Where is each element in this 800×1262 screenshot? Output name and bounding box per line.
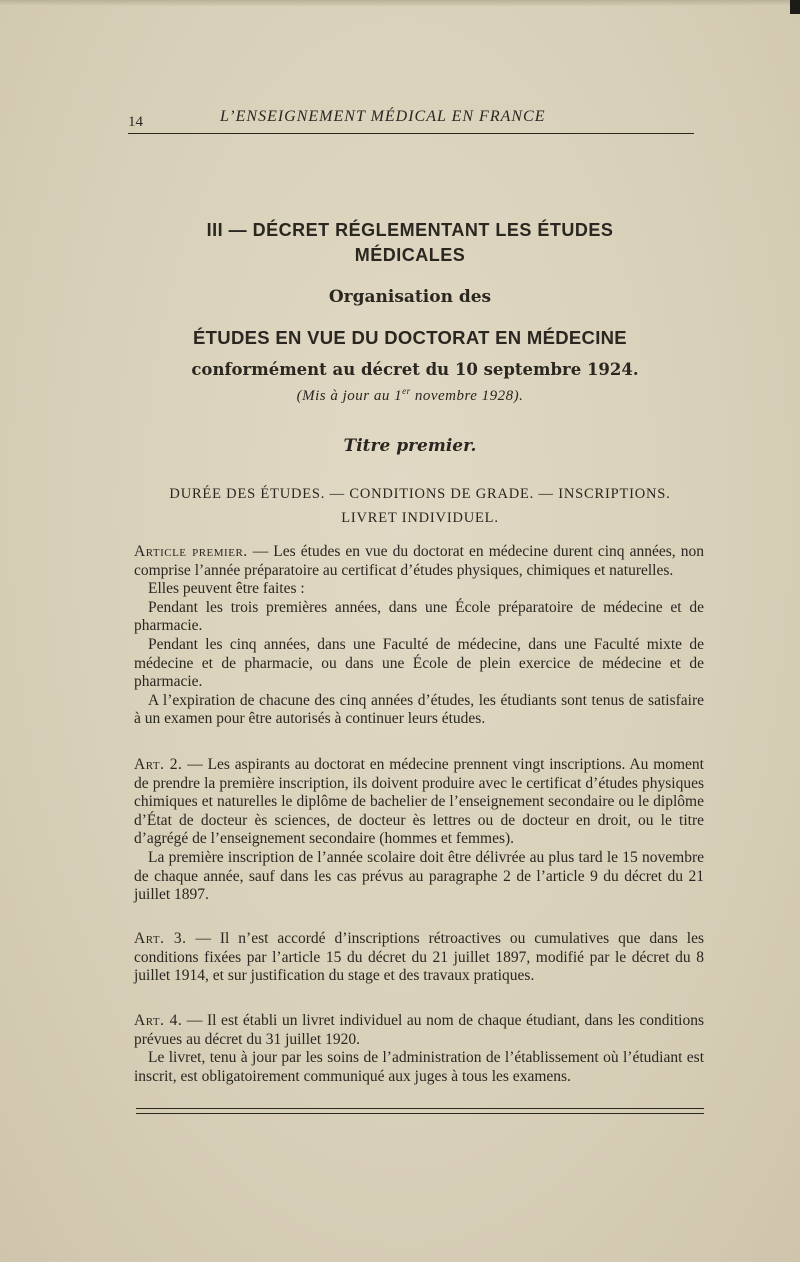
article-3-text: — Il n’est accordé d’inscriptions rétroactives ou cumulatives que dans les conditions fixées par l’article 15 du décret du 21 juillet 1897, modifié par le décret du 8 juillet 1914, et sur justification du stage et des travaux pratiques. bbox=[134, 930, 704, 985]
article-4-text: — Il est établi un livret individuel au nom de chaque étudiant, dans les conditions prévues au décret du 31 juillet 1920. bbox=[134, 1012, 704, 1048]
section-title bbox=[100, 218, 720, 268]
corner-mark bbox=[790, 0, 800, 14]
article-1-para-2: Elles peuvent être faites : bbox=[148, 580, 305, 598]
article-2-label: Art. 2. bbox=[134, 756, 183, 773]
titre-heading: Titre premier. bbox=[343, 436, 477, 456]
page-top-edge bbox=[0, 0, 800, 6]
article-2-para-2: La première inscription de l’année scolaire doit être délivrée au plus tard le 15 novembre de chaque année, sauf dans les cas prévus au paragraphe 2 de l’article 9 du décret du 21 juillet 1897. bbox=[134, 848, 704, 904]
article-1-para-5: A l’expiration de chacune des cinq années d’études, les étudiants sont tenus de satisfaire à un examen pour être autorisés à continuer leurs études. bbox=[134, 691, 704, 728]
decree-line: conformément au décret du 10 septembre 1924. bbox=[191, 360, 639, 379]
article-4-para-2: Le livret, tenu à jour par les soins de l’administration de l’établissement où l’étudiant est inscrit, est obligatoirement communiqué aux juges à tous les examens. bbox=[134, 1049, 704, 1085]
section-title-line2: MÉDICALES bbox=[354, 245, 466, 265]
organisation-subtitle: ÉTUDES EN VUE DU DOCTORAT EN MÉDECINE bbox=[193, 327, 627, 348]
organisation-line: Organisation des bbox=[328, 287, 492, 307]
header-title: L’ENSEIGNEMENT MÉDICAL EN FRANCE bbox=[220, 108, 546, 125]
article-4-label: Art. 4. bbox=[134, 1012, 183, 1029]
update-superscript: er bbox=[402, 386, 411, 396]
update-suffix: novembre 1928). bbox=[410, 388, 524, 404]
update-note bbox=[200, 386, 620, 405]
subheading-line1: DURÉE DES ÉTUDES. — CONDITIONS DE GRADE. — INSCRIPTIONS. bbox=[169, 486, 671, 502]
article-1 bbox=[134, 543, 704, 729]
chapter-subheading bbox=[130, 482, 710, 530]
running-head bbox=[128, 108, 694, 132]
article-3 bbox=[134, 930, 704, 986]
article-1-text: — Les études en vue du doctorat en médecine durent cinq années, non comprise l’année préparatoire au certificat d’études physiques, chimiques et naturelles. bbox=[134, 543, 704, 579]
article-1-para-1 bbox=[134, 543, 704, 580]
subheading-line2: LIVRET INDIVIDUEL. bbox=[341, 510, 499, 526]
article-2 bbox=[134, 756, 704, 905]
header-rule bbox=[128, 133, 694, 134]
article-1-label: Article premier. bbox=[134, 543, 248, 560]
article-3-para-1 bbox=[134, 930, 704, 986]
article-3-label: Art. 3. bbox=[134, 930, 187, 947]
article-2-para-1 bbox=[134, 756, 704, 849]
page-number: 14 bbox=[128, 114, 143, 130]
end-double-rule bbox=[136, 1108, 704, 1114]
section-title-line1: III — DÉCRET RÉGLEMENTANT LES ÉTUDES bbox=[206, 220, 614, 240]
article-4-para-1 bbox=[134, 1012, 704, 1049]
update-prefix: (Mis à jour au 1 bbox=[296, 388, 403, 404]
article-1-para-4: Pendant les cinq années, dans une Faculté de médecine, dans une Faculté mixte de médecine et de pharmacie, ou dans une École de plein exercice de médecine et de pharmacie. bbox=[134, 635, 704, 691]
article-1-para-3: Pendant les trois premières années, dans une École préparatoire de médecine et de pharmacie. bbox=[134, 598, 704, 635]
article-2-text: — Les aspirants au doctorat en médecine prennent vingt inscriptions. Au moment de prendre la première inscription, ils doivent produire avec le certificat d’études physiques chimiques et naturelles le diplôme de bachelier de l’enseignement secondaire ou le diplôme d’État de docteur ès sciences, de docteur ès lettres ou de docteur en droit, ou le titre d’agrégé de l’enseignement secondaire (hommes et femmes). bbox=[134, 756, 704, 848]
article-4 bbox=[134, 1012, 704, 1086]
